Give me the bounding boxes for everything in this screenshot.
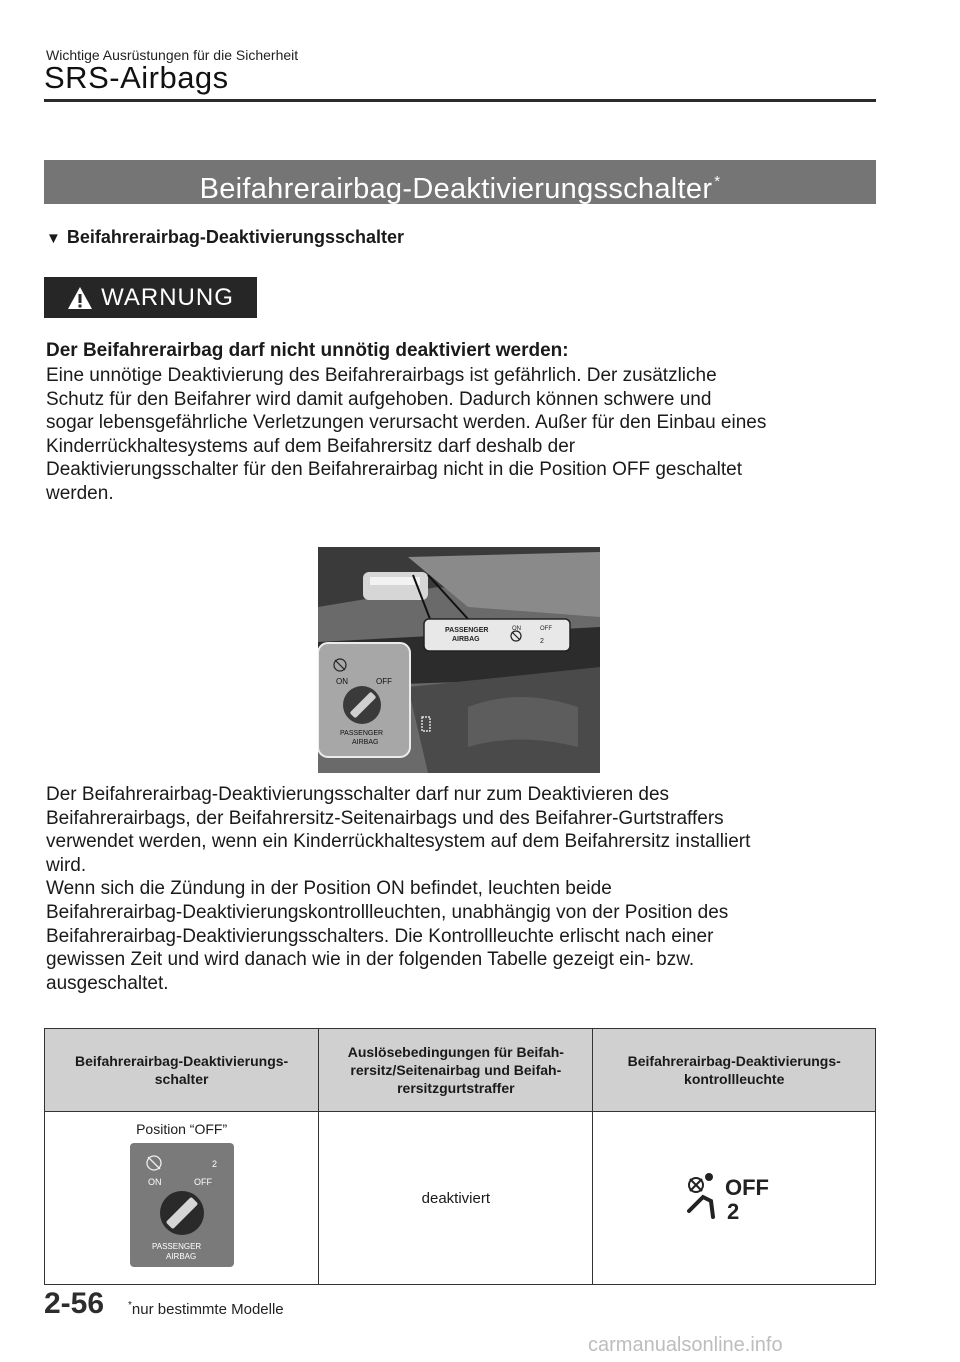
switch-top-text: PASSENGER bbox=[151, 1242, 201, 1251]
page-number: 2-56 bbox=[44, 1287, 105, 1320]
section-subtitle: Wichtige Ausrüstungen für die Sicherheit bbox=[46, 47, 299, 63]
switch-on-text: ON bbox=[147, 1177, 162, 1187]
switch-off-text: OFF bbox=[193, 1177, 212, 1187]
warning-label bbox=[44, 277, 257, 318]
header-line: kontrollleuchte bbox=[684, 1071, 785, 1087]
body-line: ausgeschaltet. bbox=[46, 972, 169, 994]
header-line: Beifahrerairbag-Deaktivierungs- bbox=[75, 1053, 289, 1069]
warning-icon bbox=[67, 286, 93, 310]
panel-top-label: PASSENGER bbox=[445, 627, 489, 634]
header-line: Beifahrerairbag-Deaktivierungs- bbox=[627, 1053, 841, 1069]
footnote-mark: * bbox=[128, 1300, 132, 1311]
warning-line: Deaktivierungsschalter für den Beifahrerairbag nicht in die Position OFF geschaltet bbox=[46, 459, 742, 481]
inset-on-label: ON bbox=[336, 677, 348, 686]
warning-line: Schutz für den Beifahrer wird damit aufgehoben. Dadurch können schwere und bbox=[46, 388, 712, 410]
footnote-text: nur bestimmte Modelle bbox=[131, 1301, 284, 1318]
cell-indicator bbox=[593, 1112, 876, 1285]
body-line: Beifahrerairbag-Deaktivierungsschalters. Die Kontrollleuchte erlischt nach einer bbox=[46, 925, 714, 947]
indicator-two-text: 2 bbox=[727, 1198, 740, 1224]
indicator-off-text: OFF bbox=[725, 1174, 770, 1200]
warning-title: Der Beifahrerairbag darf nicht unnötig deaktiviert werden: bbox=[46, 340, 569, 361]
body-line: Beifahrerairbag-Deaktivierungskontrollleuchten, unabhängig von der Position des bbox=[46, 901, 729, 923]
warning-label-text: WARNUNG bbox=[101, 283, 234, 311]
body-line: wird. bbox=[46, 854, 87, 876]
inset-bottom-label: AIRBAG bbox=[352, 739, 379, 746]
body-line: Wenn sich die Zündung in der Position ON befindet, leuchten beide bbox=[46, 878, 612, 900]
warning-line: Eine unnötige Deaktivierung des Beifahrerairbags ist gefährlich. Der zusätzliche bbox=[46, 365, 717, 386]
airbag-off-indicator-icon bbox=[679, 1167, 789, 1227]
header-switch bbox=[45, 1029, 319, 1112]
table-header-row bbox=[45, 1029, 876, 1112]
body-line: gewissen Zeit und wird danach wie in der folgenden Tabelle gezeigt ein- bzw. bbox=[46, 949, 695, 971]
warning-line: sogar lebensgefährliche Verletzungen verursacht werden. Außer für den Einbau eines bbox=[46, 412, 767, 434]
position-label: Position “OFF” bbox=[136, 1121, 228, 1137]
subheading bbox=[46, 227, 404, 248]
switch-off-image bbox=[130, 1143, 234, 1267]
header-line: rersitz/Seitenairbag und Beifah- bbox=[350, 1062, 562, 1078]
warning-line: Kinderrückhaltesystems auf dem Beifahrersitz darf deshalb der bbox=[46, 435, 576, 457]
body-paragraph bbox=[46, 783, 886, 995]
subheading-text: Beifahrerairbag-Deaktivierungsschalter bbox=[66, 227, 404, 247]
warning-paragraph bbox=[46, 364, 886, 506]
body-line: Beifahrerairbags, der Beifahrersitz-Seitenairbags und des Beifahrer-Gurtstraffers bbox=[46, 807, 724, 829]
chapter-title: SRS-Airbags bbox=[44, 60, 229, 95]
inset-off-label: OFF bbox=[376, 677, 392, 686]
triangle-marker: ▼ bbox=[46, 230, 61, 247]
panel-on-label: ON bbox=[512, 626, 521, 632]
header-conditions bbox=[319, 1029, 593, 1112]
table-row bbox=[45, 1112, 876, 1285]
header-line: rersitzgurtstraffer bbox=[397, 1080, 515, 1096]
dashboard-illustration bbox=[318, 547, 600, 773]
warning-line: werden. bbox=[46, 482, 114, 504]
status-table bbox=[44, 1028, 876, 1285]
panel-two-label: 2 bbox=[540, 638, 544, 645]
header-line: schalter bbox=[154, 1071, 209, 1087]
cell-condition: deaktiviert bbox=[319, 1112, 593, 1285]
banner-mark: * bbox=[714, 173, 721, 190]
panel-off-label: OFF bbox=[540, 626, 552, 632]
header-rule bbox=[44, 99, 876, 102]
switch-bottom-text: AIRBAG bbox=[165, 1252, 196, 1261]
dashboard-figure bbox=[318, 547, 600, 773]
cell-switch-position bbox=[45, 1112, 319, 1285]
watermark: carmanualsonline.info bbox=[588, 1334, 783, 1356]
body-line: verwendet werden, wenn ein Kinderrückhaltesystem auf dem Beifahrersitz installiert bbox=[46, 831, 751, 853]
section-banner bbox=[44, 160, 876, 204]
header-line: Auslösebedingungen für Beifah- bbox=[347, 1044, 564, 1060]
body-line: Der Beifahrerairbag-Deaktivierungsschalter darf nur zum Deaktivieren des bbox=[46, 784, 670, 805]
banner-title: Beifahrerairbag-Deaktivierungsschalter bbox=[199, 173, 713, 205]
panel-bottom-label: AIRBAG bbox=[452, 636, 480, 643]
inset-top-label: PASSENGER bbox=[340, 730, 384, 737]
switch-two-text: 2 bbox=[211, 1159, 217, 1169]
footnote bbox=[128, 1300, 284, 1318]
header-indicator bbox=[593, 1029, 876, 1112]
